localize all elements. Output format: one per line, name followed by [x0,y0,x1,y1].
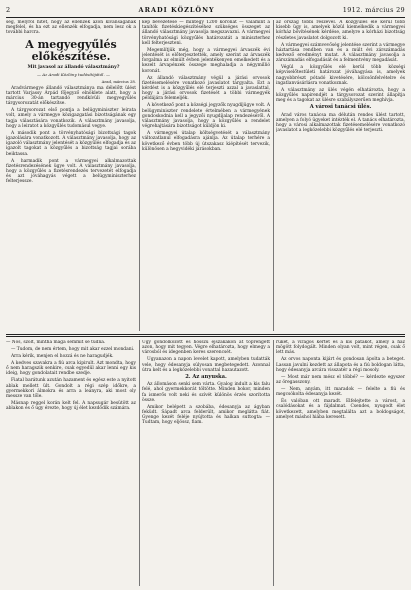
upper-column-1 [6,20,136,331]
section-title: A városi tanácsi ülés. [309,104,372,111]
story-dialogue: — Tudom, de nem értem, hogy mit akar ezzel mondani. [11,347,135,352]
story-text: Másnap reggel korán kelt fel. A napsugár besütött az ablakon és ő úgy érezte, hogy új élet kezdődik számára. [6,401,136,412]
article-paragraph: Az állandó választmány végül a járási orvosok fizetésemelésére vonatkozó javaslatot tárgyalta. Ezt a kérdést is a közgyűlés elé terjeszti azzal a javaslattal, hogy a járási orvosok fizetését a többi vármegyék példájára felemeljék. [142,75,270,102]
story-chapter-title: 2. Az anyuska. [185,374,227,381]
feuilleton-rule [6,336,405,337]
article-paragraph: A következő pont a községi jegyzők nyugdíjügye volt. A belügyminiszter rendelete értelmében a vármegyének gondoskodnia kell a jegyzői nyugdíjalap rendezéséről. A választmány javasolja, hogy a közgyűlés a rendelet végrehajtására bizottságot küldjön ki. [142,103,270,130]
article-paragraph: kép bevezetése — mintegy 1200 koronát — valamint a tanítók fizetéskiegészítéséhez szükséges összeget az állandó választmány javasolja megszavazni. A vármegyei törvényhatósági közgyűlés határozatát a miniszterhez kell felterjeszteni. [142,20,270,46]
story-text: Úgy gondolkozott és hosszú éjszakákon át töprengett azon, hogy mit tegyen. Végre elhatározta, hogy elmegy a városból és idegenben keres szerencsét. [142,340,270,356]
column-divider [139,20,140,331]
column-divider [273,20,274,331]
story-dialogue: — Nem, anyám, itt maradok — felelte a fiú és megcsókolta édesanyja kezét. [276,387,405,398]
story-text: Fiatal barátunk azután hazament és egész este a nyitott ablak mellett ült. Gondolt a régi szép időkre, a gyermekkori álmokra és arra a leányra, aki most oly messze van tőle. [6,378,136,400]
story-text: Az állomáson senki sem várta. Gyalog indult a kis falu felé, ahol gyermekkorát töltötte. Minden bokor, minden fa ismerős volt neki és szívét különös érzés szorította össze. [142,382,270,403]
lower-column-3 [276,340,405,586]
story-text: Amikor belépett a szobába, édesanyja az ágyban feküdt. Sápadt arca felderült, amikor meglátta fiát. Gyenge kezét feléje nyújtotta és halkan suttogta: — Tudtam, hogy eljössz, fiam. [142,404,270,426]
column-divider [139,340,140,586]
story-text: Arra kérik, menjen el hozzá és ne haragudjék. [11,354,114,359]
article-paragraph: Megemlítjük még, hogy a vármegyei árvaszék évi jelentését is előterjesztették, amely szerint az árvaszék forgalma az elmúlt évben jelentékenyen emelkedett és a kezelt árvapénzek összege meghaladja a négymillió koronát. [142,47,270,74]
article-paragraph: A második pont a törvényhatósági bizottsági tagok igazolására vonatkozott. A választmány javasolja, hogy az igazoló választmány jelentését a közgyűlés elfogadja és az igazolt tagokat a közgyűlés a bizottság tagjai sorába beiktassa. [6,130,136,157]
article-paragraph: A vármegyei útalap költségvetését a választmány változatlanul elfogadásra ajánlja. Az útalap terhére a következő évben több új útszakasz kiépítését tervezik, különösen a hegyvidéki járásokban. [142,131,270,152]
article-paragraph: az ország többi részével. A közgyűlés elé kerül több kisebb ügy is, amelyek közül kiemelkedik a vármegyei kórház bővítésének kérdése, amelyre a kórházi bizottság részletes javaslatot dolgozott ki. [276,20,405,41]
article-paragraph: A vármegyei számvevőség jelentése szerint a vármegye háztartása rendben van és a múlt évi zárszámadás kedvező eredményt mutat. A választmány javasolja a zárszámadás elfogadását és a felmentvény megadását. [276,42,405,64]
article-byline: — Az Aradi Közlöny tudósítójától. — [37,71,110,77]
article-paragraph: Arad város tanácsa ma délután rendes ülést tartott, amelyen a folyó ügyeket intézték el. A tanács elhatározta, hogy a városi alkalmazottak fizetésemelésére vonatkozó javaslatot a legközelebbi közgyűlés elé terjeszti. [276,112,405,134]
story-text: Ugyanazon a napon levelet kapott, amelyben tudatták vele, hogy édesanyja súlyosan megbetegedett. Azonnal útra kelt és a legközelebbi vonattal hazautazott. [142,357,270,373]
column-divider [273,340,274,586]
newspaper-title: ARADI KÖZLÖNY [138,6,215,14]
story-text: Az orvos naponta kijárt és gondosan ápolta a beteget. Lassan javulni kezdett az állapota és a fiú boldogan látta, hogy édesanyja arcára visszatér a régi mosoly. [276,357,405,373]
article-subheading: Mit javasol az állandó választmány? [27,64,120,70]
article-headline: A megyegyűlés előkészítése. [25,37,117,63]
article-text: ség, melyről hitet, hogy az ellenzék azon kivánságának megfelel, és ha ezt az ellenzék elfogadja, nem lesz ok a további harcra. [6,20,136,36]
upper-column-2 [142,20,270,331]
story-text: És valóban ott maradt. Elfelejtette a várost, a csalódásokat és a fájdalmat. Csendes, nyugodt élet következett, amelyben megtalálta azt a boldogságot, amelyet máshol hiába keresett. [276,399,405,420]
page-header [6,4,405,16]
upper-column-3 [276,20,405,331]
article-paragraph: Aradvármegye állandó választmánya ma délelőtt ülést tartott Varjassy Árpád főjegyző elnöklete alatt, hogy a március 30-án tartandó rendkívüli megyegyűlés tárgysorozatát előkészítse. [6,85,136,107]
header-rule [6,17,405,18]
article-paragraph: A tárgysorozat első pontja a belügyminiszter leirata volt, amely a vármegye közigazgatási bizottságának egy tagja választására vonatkozik. A választmány javasolja, hogy a leiratot a közgyűlés tudomásul vegye. [6,108,136,129]
issue-date: 1912. március 29 [342,6,405,14]
lower-column-2 [142,340,270,586]
article-paragraph: Végül a közgyűlés elé kerül több községi képviselőtestületi határozat jóváhagyása is, amelyek nagyobbrészt pótadó kivetésére, kölcsönfelvételre és ingatlanvásárlásra vonatkoznak. [276,65,405,86]
article-paragraph: A harmadik pont a vármegyei alkalmazottak fizetésrendezésének ügye volt. A választmány javasolja, hogy a közgyűlés a fizetésrendezés tervezetét elfogadja és azt jóváhagyás végett a belügyminiszterhez felterjessze. [6,158,136,185]
feuilleton-rule [6,334,405,335]
article-paragraph: A választmány az ülés végén elhatározta, hogy a közgyűlés napirendjét a tárgysorozat szerint állapítja meg és a tagokat az ülésre szabályszerűen meghívja. [276,87,405,104]
story-dialogue: — Most már nem mész el többé? — kérdezte egyszer az öregasszony. [276,374,405,386]
story-text: rüket, a virágos kertet és a kis patakot, amely a ház mögött folydogált. Minden olyan volt, mint régen, csak ő lett más. [276,340,405,356]
page-number: 2 [6,6,11,14]
lower-column-1 [6,340,136,586]
story-text: A kedves szavakra a fiú arca kipirult. Azt mondta, hogy ő nem haragszik senkire, csak egyedül akar lenni egy kis ideig, hogy gondolatait rendbe szedje. [6,361,136,377]
story-text: — Nos, szólt, mintha maga semmit se tudna. [6,340,106,345]
article-dateline: Arad, március 28. [101,78,136,84]
